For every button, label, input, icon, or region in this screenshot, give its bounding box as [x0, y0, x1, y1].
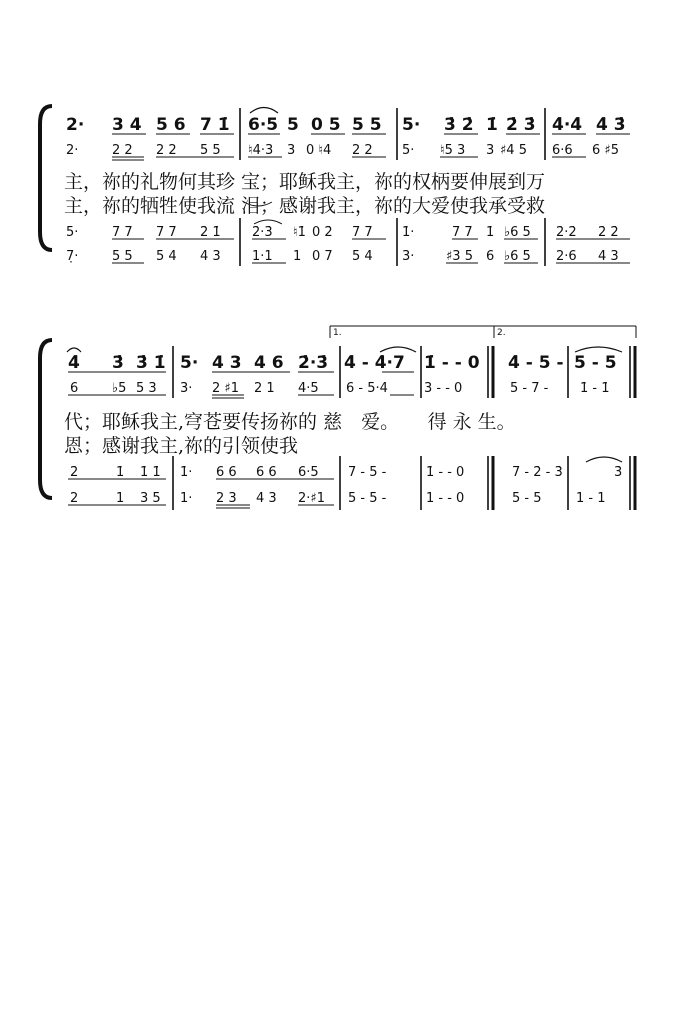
note-group: 6·5 — [298, 465, 319, 480]
note-group: 1 — [293, 249, 302, 264]
system-2 — [40, 326, 636, 510]
note-group: 5 — [287, 115, 299, 135]
note-group: 5 - 5 - — [348, 491, 387, 506]
note-group: 5· — [180, 353, 199, 373]
note-group: 6·6 — [552, 143, 573, 158]
lyric-line-1: 代；耶稣我主,穹苍要传扬祢的 慈 爱。 得 永 生。 — [64, 411, 516, 433]
tie — [380, 347, 416, 352]
note-group: 6 6 — [256, 465, 277, 480]
note-group: ♭5 — [112, 381, 127, 396]
note-group: 2·♯1 — [298, 491, 325, 506]
note-group: 3̇ 2̇ — [444, 115, 474, 135]
note-group: 7 - 2̇ - 3̇ — [512, 465, 563, 480]
note-group: 2 2 — [156, 143, 177, 158]
note-group: 6 — [486, 249, 495, 264]
note-group: 3 — [486, 143, 495, 158]
note-group: 3 5 — [140, 491, 161, 506]
staff-tenor — [68, 457, 622, 480]
note-group: 1̇ — [486, 115, 498, 135]
note-group: 7 1̇ — [200, 115, 230, 135]
note-group: 3 4 — [112, 115, 142, 135]
note-group: 2̇·2̇ — [556, 225, 577, 240]
note-group: 1̇ - 1̇ — [580, 381, 610, 396]
note-group: 5 - 5 — [574, 353, 617, 373]
note-group: 5· — [402, 143, 415, 158]
lyric-line-1: 主，祢的礼物何其珍 宝；耶稣我主，祢的权柄要伸展到万 — [64, 171, 546, 193]
note-group: 5 5 — [200, 143, 221, 158]
note-group: 4 3 — [200, 249, 221, 264]
note-group: 7 - 5 - — [348, 465, 387, 480]
note-group: 0 5 — [311, 115, 341, 135]
note-group: 4 3 — [212, 353, 242, 373]
note-group: 2̇·3̇ — [298, 353, 329, 373]
note-group: ♮1̇ — [293, 225, 306, 240]
system-bracket — [40, 340, 52, 498]
note-group: 6 ♯5 — [592, 143, 619, 158]
note-group: 2 1 — [254, 381, 275, 396]
note-group: 5 5 — [112, 249, 133, 264]
note-group: 4·5 — [298, 381, 319, 396]
staff-bass — [68, 491, 606, 508]
note-group: 1 - - 0 — [426, 491, 465, 506]
lyric-line-2: 恩；感谢我主,祢的引领使我 — [64, 435, 299, 457]
note-group: 3 - - 0 — [424, 381, 463, 396]
note-group: 2̇·3̇ — [252, 225, 273, 240]
note-group: 6·5 — [248, 115, 279, 135]
note-group: 3 — [287, 143, 296, 158]
note-group: ♮5 3 — [440, 143, 466, 158]
note-group: 1̇ — [486, 225, 495, 240]
note-group: 6 — [70, 381, 79, 396]
note-group: 5 4 — [156, 249, 177, 264]
note-group: 2· — [66, 143, 79, 158]
note-group: 4̇ — [68, 353, 80, 373]
note-group: 2 — [70, 491, 79, 506]
note-group: 2̇ 3̇ — [506, 115, 536, 135]
note-group: 0 ♮4 — [306, 143, 332, 158]
note-group: 5· — [402, 115, 421, 135]
note-group: 7 7 — [112, 225, 133, 240]
note-group: 2̇ 2̇ — [598, 225, 619, 240]
note-group: 7̣· — [66, 249, 79, 264]
note-group: 5· — [66, 225, 79, 240]
lyric-line-2: 主，祢的牺牲使我流 泪；感谢我主，祢的大爱使我承受救 — [64, 195, 546, 217]
staff-alto — [66, 143, 619, 160]
note-group: 2̇ — [70, 465, 79, 480]
note-group: 1· — [180, 491, 193, 506]
note-group: 2 ♯1 — [212, 381, 239, 396]
note-group: 1·1 — [252, 249, 273, 264]
slur — [254, 220, 282, 224]
note-group: 4 3 — [256, 491, 277, 506]
note-group: 4 6 — [254, 353, 284, 373]
note-group: 4̇·4̇ — [552, 115, 583, 135]
note-group: ♭6 5 — [504, 225, 531, 240]
volta-2-label: 2. — [497, 328, 506, 338]
note-group: 4̇ - 4̇·7 — [344, 353, 405, 373]
note-group: 3̇ 1̇ — [136, 353, 166, 373]
note-group: 0 2̇ — [312, 225, 333, 240]
staff-alto — [68, 381, 610, 398]
note-group: 1̇· — [402, 225, 415, 240]
note-group: 4̇ 3̇ — [596, 115, 626, 135]
note-group: 5 3 — [136, 381, 157, 396]
note-group: 2· — [66, 115, 85, 135]
tie — [586, 457, 622, 462]
note-group: 4 3 — [598, 249, 619, 264]
note-group: 3̇ — [112, 353, 124, 373]
note-group: 1̇ 1̇ — [140, 465, 161, 480]
system-bracket — [40, 106, 52, 250]
note-group: 3̇ — [614, 465, 623, 480]
note-group: 2 3 — [216, 491, 237, 506]
note-group: 1 - 1 — [576, 491, 606, 506]
note-group: 0 7 — [312, 249, 333, 264]
volta-1-label: 1. — [333, 328, 342, 338]
note-group: ♭6 5 — [504, 249, 531, 264]
note-group: 7 7 — [452, 225, 473, 240]
note-group: ♮4·3 — [248, 143, 274, 158]
note-group: 3· — [180, 381, 193, 396]
note-group: 1̇ - - 0 — [426, 465, 465, 480]
note-group: 1 — [116, 491, 125, 506]
note-group: 6 6 — [216, 465, 237, 480]
note-group: 5 - 7 - — [510, 381, 549, 396]
system-1 — [40, 106, 630, 266]
tie — [575, 347, 622, 352]
note-group: 6 - 5·4 — [346, 381, 388, 396]
note-group: 2 2 — [112, 143, 133, 158]
note-group: ♯4 5 — [500, 143, 527, 158]
note-group: 2 2 — [352, 143, 373, 158]
staff-soprano — [67, 347, 622, 373]
note-group: 2̇ 1̇ — [200, 225, 221, 240]
note-group: 2·6 — [556, 249, 577, 264]
note-group: 5 6 — [156, 115, 186, 135]
note-group: 5 5 — [352, 115, 382, 135]
note-group: 5 4 — [352, 249, 373, 264]
note-group: 4̇ - 5 - — [508, 353, 564, 373]
note-group: ♯3 5 — [446, 249, 473, 264]
note-group: 5 - 5 — [512, 491, 542, 506]
fermata-icon — [67, 348, 81, 352]
note-group: 7 7 — [352, 225, 373, 240]
slur — [250, 108, 278, 114]
note-group: 1̇ — [116, 465, 125, 480]
note-group: 1̇· — [180, 465, 193, 480]
note-group: 7 7 — [156, 225, 177, 240]
note-group: 1̇ - - 0 — [424, 353, 480, 373]
note-group: 3· — [402, 249, 415, 264]
